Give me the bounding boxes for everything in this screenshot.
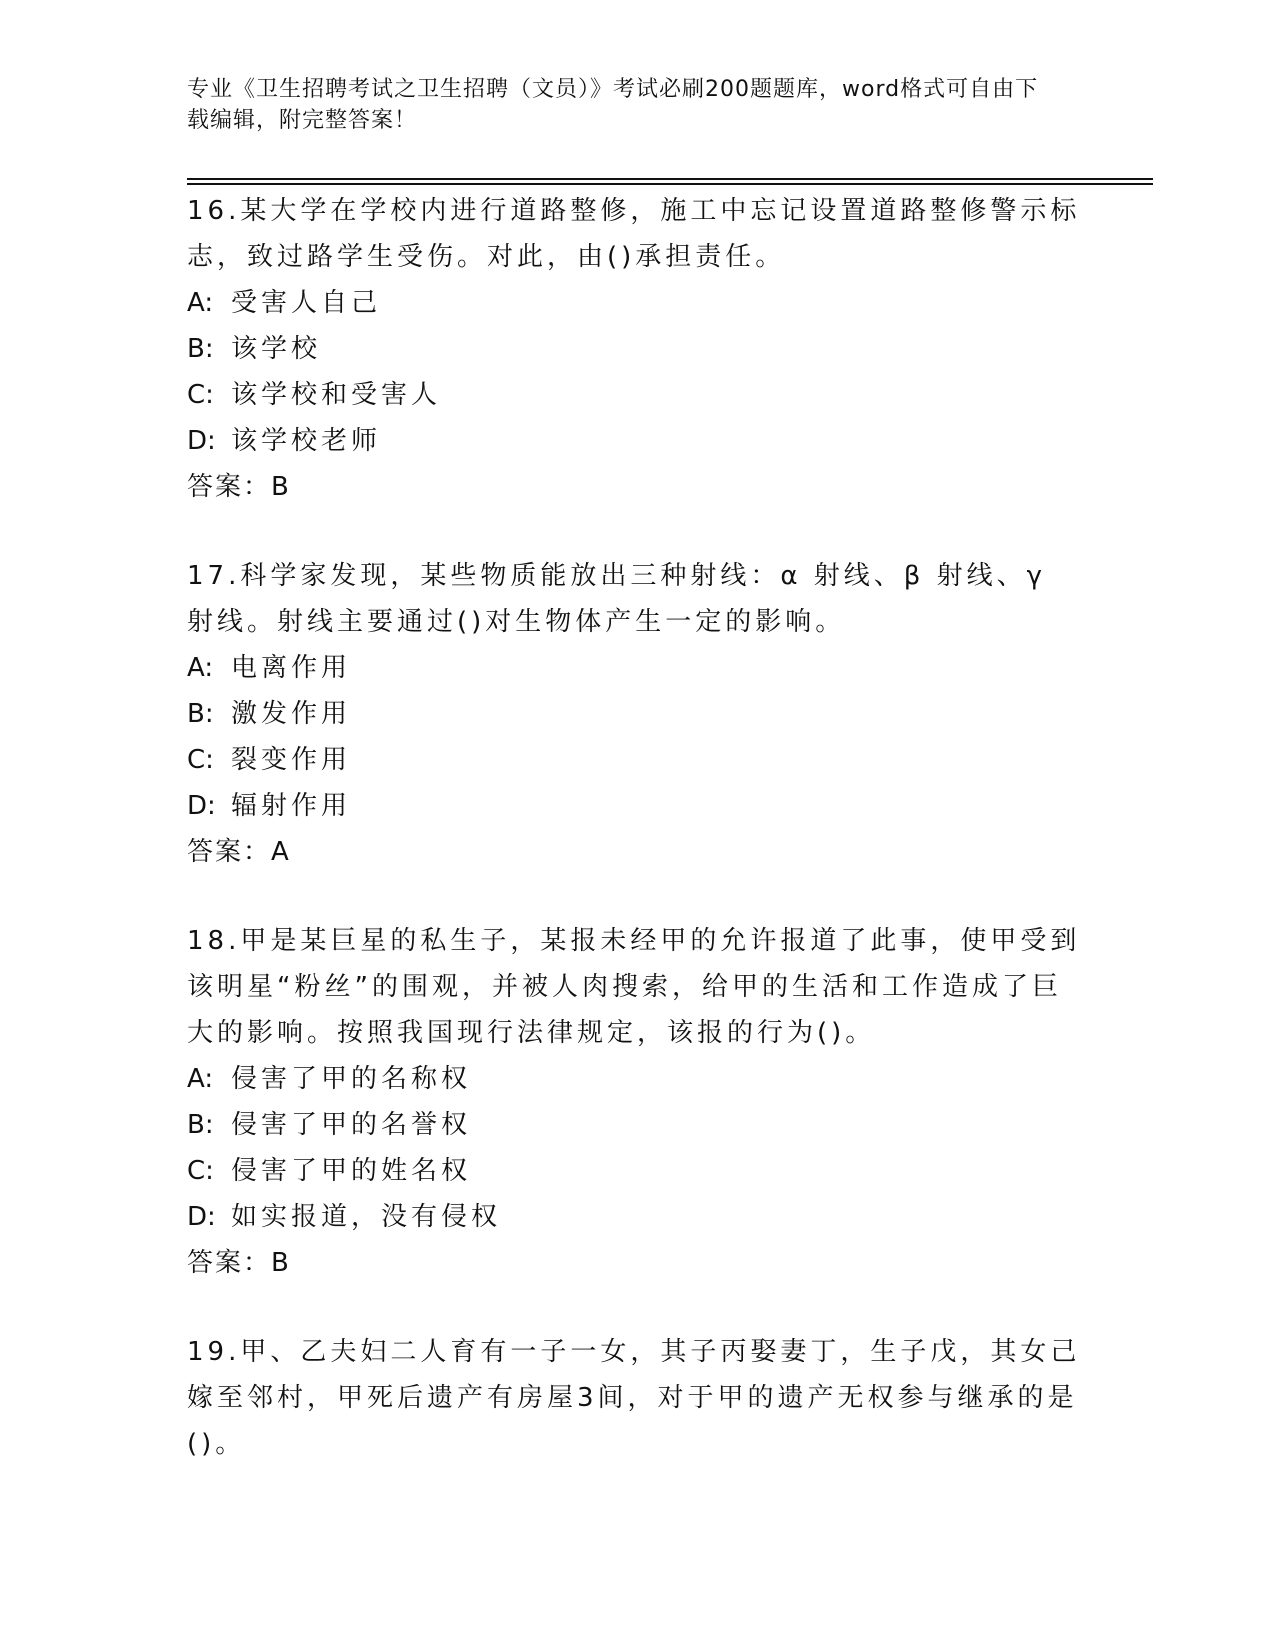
option-b <box>187 691 1087 737</box>
question-16 <box>187 188 1087 510</box>
question-stem: 18.甲是某巨星的私生子，某报未经甲的允许报道了此事，使甲受到该明星“粉丝”的围观，并被人肉搜索，给甲的生活和工作造成了巨大的影响。按照我国现行法律规定，该报的行为()。 <box>187 926 1081 1048</box>
header-divider-bottom <box>187 183 1153 185</box>
answer-value: B <box>271 472 289 502</box>
option-d <box>187 418 1087 464</box>
answer-line <box>187 1240 1087 1286</box>
option-text: 该学校 <box>231 334 322 364</box>
answer-label: 答案： <box>187 1248 272 1278</box>
question-17 <box>187 553 1087 875</box>
answer-label: 答案： <box>187 472 272 502</box>
option-text: 侵害了甲的名誉权 <box>231 1110 472 1140</box>
answer-value: A <box>271 837 289 867</box>
question-list <box>187 188 1087 1510</box>
option-letter: D: <box>187 791 216 821</box>
answer-label: 答案： <box>187 837 272 867</box>
question-stem: 19.甲、乙夫妇二人育有一子一女，其子丙娶妻丁，生子戊，其女己嫁至邻村，甲死后遗产有房屋3间，对于甲的遗产无权参与继承的是()。 <box>187 1337 1081 1459</box>
option-letter: C: <box>187 1156 214 1186</box>
option-letter: B: <box>187 334 214 364</box>
option-text: 电离作用 <box>231 653 352 683</box>
option-letter: A: <box>187 288 214 318</box>
option-text: 侵害了甲的姓名权 <box>231 1156 472 1186</box>
option-b <box>187 1102 1087 1148</box>
option-text: 辐射作用 <box>231 791 352 821</box>
option-letter: A: <box>187 1064 214 1094</box>
answer-value: B <box>271 1248 289 1278</box>
option-text: 该学校和受害人 <box>231 380 442 410</box>
option-letter: C: <box>187 745 214 775</box>
option-letter: C: <box>187 380 214 410</box>
option-c <box>187 372 1087 418</box>
option-a <box>187 280 1087 326</box>
option-letter: D: <box>187 1202 216 1232</box>
option-d <box>187 1194 1087 1240</box>
header-text: 专业《卫生招聘考试之卫生招聘（文员）》考试必刷200题题库，word格式可自由下载编辑，附完整答案！ <box>187 77 1039 133</box>
question-18 <box>187 918 1087 1286</box>
question-stem: 16.某大学在学校内进行道路整修，施工中忘记设置道路整修警示标志，致过路学生受伤。对此，由()承担责任。 <box>187 196 1081 272</box>
option-letter: A: <box>187 653 214 683</box>
option-d <box>187 783 1087 829</box>
option-a <box>187 1056 1087 1102</box>
option-c <box>187 737 1087 783</box>
option-text: 如实报道，没有侵权 <box>231 1202 502 1232</box>
option-text: 裂变作用 <box>231 745 352 775</box>
question-stem: 17.科学家发现，某些物质能放出三种射线：α 射线、β 射线、γ 射线。射线主要通过()对生物体产生一定的影响。 <box>187 561 1046 637</box>
option-letter: B: <box>187 1110 214 1140</box>
option-text: 激发作用 <box>231 699 352 729</box>
option-letter: D: <box>187 426 216 456</box>
option-a <box>187 645 1087 691</box>
option-b <box>187 326 1087 372</box>
option-text: 侵害了甲的名称权 <box>231 1064 472 1094</box>
answer-line <box>187 829 1087 875</box>
document-header <box>187 74 1057 136</box>
option-text: 受害人自己 <box>231 288 382 318</box>
option-letter: B: <box>187 699 214 729</box>
header-divider-top <box>187 178 1153 180</box>
option-text: 该学校老师 <box>231 426 382 456</box>
question-19 <box>187 1329 1087 1467</box>
answer-line <box>187 464 1087 510</box>
option-c <box>187 1148 1087 1194</box>
